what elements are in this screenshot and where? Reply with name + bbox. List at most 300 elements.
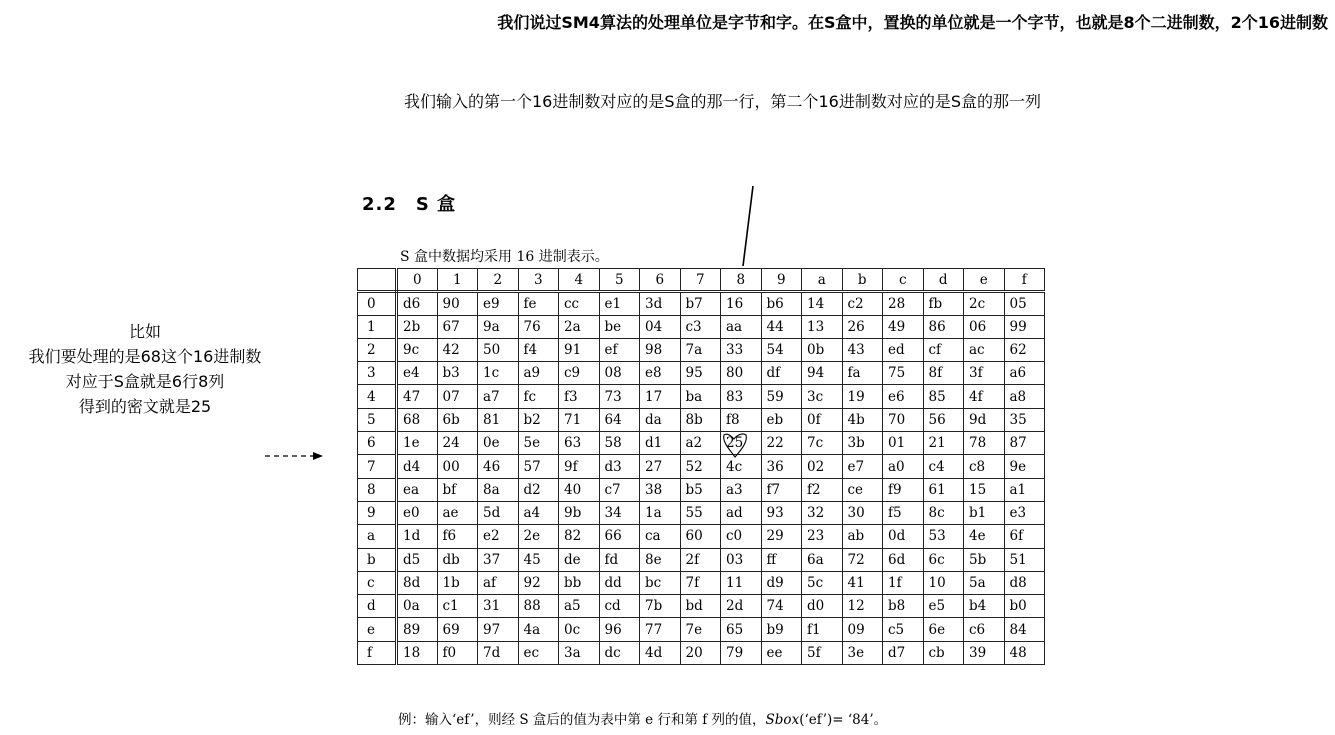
table-cell: f9 [883,478,924,501]
table-cell: d5 [397,548,438,571]
table-cell: b7 [680,292,721,315]
table-cell: 29 [761,525,802,548]
table-row [358,571,1045,594]
table-cell: 40 [559,478,600,501]
table-cell: ae [437,501,478,524]
table-cell: db [437,548,478,571]
table-cell: 63 [559,432,600,455]
table-cell: 04 [640,315,681,338]
table-cell: e4 [397,362,438,385]
table-cell: 1f [883,571,924,594]
table-cell: ac [964,338,1005,361]
column-pointer-line [739,186,759,268]
table-cell: 53 [923,525,964,548]
table-cell: b8 [883,595,924,618]
table-cell: 75 [883,362,924,385]
table-cell: 0c [559,618,600,641]
table-cell: 93 [761,501,802,524]
table-cell: ec [518,641,559,664]
table-cell: 2c [964,292,1005,315]
table-cell: c2 [842,292,883,315]
table-cell: 35 [1004,408,1045,431]
table-cell: 80 [721,362,762,385]
table-cell: 92 [518,571,559,594]
table-cell: a8 [1004,385,1045,408]
table-cell: 5c [802,571,843,594]
table-cell: 54 [761,338,802,361]
row-header: 7 [358,455,397,478]
table-cell: d8 [1004,571,1045,594]
table-cell: 5e [518,432,559,455]
table-cell: fc [518,385,559,408]
table-cell: 6c [923,548,964,571]
table-cell: 43 [842,338,883,361]
table-row [358,525,1045,548]
table-cell: f2 [802,478,843,501]
table-cell: 71 [559,408,600,431]
table-cell: 0a [397,595,438,618]
table-cell: 61 [923,478,964,501]
table-cell: b4 [964,595,1005,618]
sbox-table [357,268,1045,665]
column-header: 5 [599,269,640,292]
table-cell: 2b [397,315,438,338]
table-cell: a4 [518,501,559,524]
table-cell: f4 [518,338,559,361]
table-cell: b5 [680,478,721,501]
table-cell: 5f [802,641,843,664]
table-cell: 7e [680,618,721,641]
table-cell: 76 [518,315,559,338]
table-cell: eb [761,408,802,431]
table-cell: 48 [1004,641,1045,664]
table-cell: e9 [478,292,519,315]
table-cell: c9 [559,362,600,385]
table-cell: a0 [883,455,924,478]
table-cell: c0 [721,525,762,548]
table-cell: 19 [842,385,883,408]
table-cell: 60 [680,525,721,548]
table-cell: ed [883,338,924,361]
table-cell: 20 [680,641,721,664]
table-cell: 4a [518,618,559,641]
table-cell: cd [599,595,640,618]
table-cell: 30 [842,501,883,524]
table-cell: 9c [397,338,438,361]
table-cell: aa [721,315,762,338]
corner-cell [358,269,397,292]
table-cell: 9a [478,315,519,338]
table-cell: 86 [923,315,964,338]
table-cell: b2 [518,408,559,431]
table-cell: 83 [721,385,762,408]
table-cell: 4c [721,455,762,478]
table-cell: 17 [640,385,681,408]
table-cell: 22 [761,432,802,455]
table-cell: 02 [802,455,843,478]
table-cell: 4f [964,385,1005,408]
table-cell: bf [437,478,478,501]
table-cell: 52 [680,455,721,478]
table-cell: c4 [923,455,964,478]
table-row [358,432,1045,455]
table-cell: f0 [437,641,478,664]
table-cell: a5 [559,595,600,618]
table-cell: ca [640,525,681,548]
table-cell: 9d [964,408,1005,431]
table-cell: e5 [923,595,964,618]
table-cell: d6 [397,292,438,315]
table-cell: 87 [1004,432,1045,455]
table-cell: 3c [802,385,843,408]
row-header: 1 [358,315,397,338]
note-line-2: 我们输入的第一个16进制数对应的是S盒的那一行，第二个16进制数对应的是S盒的那一列 [403,92,1042,111]
table-cell: 78 [964,432,1005,455]
table-cell: e3 [1004,501,1045,524]
table-cell: be [599,315,640,338]
table-cell: 3f [964,362,1005,385]
table-cell: b9 [761,618,802,641]
table-cell: af [478,571,519,594]
column-header: 4 [559,269,600,292]
table-cell: a1 [1004,478,1045,501]
row-header: 2 [358,338,397,361]
table-cell: 18 [397,641,438,664]
table-cell: 13 [802,315,843,338]
table-cell: da [640,408,681,431]
table-cell: 32 [802,501,843,524]
example-text [398,708,887,728]
table-cell: 5a [964,571,1005,594]
table-cell: 0d [883,525,924,548]
row-header: a [358,525,397,548]
table-cell: 8f [923,362,964,385]
table-cell: 74 [761,595,802,618]
table-cell: 91 [559,338,600,361]
table-cell: 70 [883,408,924,431]
table-cell: 7c [802,432,843,455]
table-cell: 42 [437,338,478,361]
table-cell: f6 [437,525,478,548]
table-cell: f8 [721,408,762,431]
table-cell: 2d [721,595,762,618]
table-cell: c6 [964,618,1005,641]
table-cell: 39 [964,641,1005,664]
column-header: a [802,269,843,292]
table-row [358,618,1045,641]
table-cell: e8 [640,362,681,385]
table-cell: 1b [437,571,478,594]
side-note-line: 对应于S盒就是6行8列 [65,372,225,391]
table-cell: cb [923,641,964,664]
table-cell: 34 [599,501,640,524]
table-cell: d2 [518,478,559,501]
table-cell: 0b [802,338,843,361]
column-header: 2 [478,269,519,292]
table-cell: b3 [437,362,478,385]
table-cell: 65 [721,618,762,641]
table-cell: e1 [599,292,640,315]
table-cell: 01 [883,432,924,455]
table-cell: 16 [721,292,762,315]
column-header: f [1004,269,1045,292]
row-header: b [358,548,397,571]
table-cell: 24 [437,432,478,455]
table-cell: 57 [518,455,559,478]
table-cell: e0 [397,501,438,524]
table-cell: 94 [802,362,843,385]
column-header: c [883,269,924,292]
table-cell: 97 [478,618,519,641]
table-cell: 64 [599,408,640,431]
table-cell: a7 [478,385,519,408]
table-cell: 6b [437,408,478,431]
table-cell: 15 [964,478,1005,501]
table-cell: 77 [640,618,681,641]
table-cell: fd [599,548,640,571]
table-cell: cc [559,292,600,315]
row-header: 3 [358,362,397,385]
table-cell: e6 [883,385,924,408]
table-cell: 3d [640,292,681,315]
table-cell: 1a [640,501,681,524]
table-cell: de [559,548,600,571]
row-header: 0 [358,292,397,315]
table-cell: f3 [559,385,600,408]
note-line-1: 我们说过SM4算法的处理单位是字节和字。在S盒中，置换的单位就是一个字节，也就是8个二进制数，2个16进制数 [497,13,1328,32]
table-cell: fb [923,292,964,315]
table-cell: 88 [518,595,559,618]
table-cell: e7 [842,455,883,478]
table-cell: 51 [1004,548,1045,571]
table-cell: 59 [761,385,802,408]
table-row [358,338,1045,361]
table-cell: 28 [883,292,924,315]
table-cell: b6 [761,292,802,315]
table-cell: 47 [397,385,438,408]
table-cell: 3a [559,641,600,664]
table-cell: d9 [761,571,802,594]
table-cell: 6e [923,618,964,641]
table-cell: 82 [559,525,600,548]
column-header: d [923,269,964,292]
row-header: e [358,618,397,641]
table-cell: 67 [437,315,478,338]
column-header: 7 [680,269,721,292]
table-cell: ab [842,525,883,548]
side-note-line: 比如 [128,322,161,341]
table-cell: 46 [478,455,519,478]
table-cell: 9b [559,501,600,524]
table-cell: bc [640,571,681,594]
table-row [358,385,1045,408]
table-cell: 21 [923,432,964,455]
table-cell: fa [842,362,883,385]
table-cell: d7 [883,641,924,664]
table-cell: 85 [923,385,964,408]
table-cell: 1c [478,362,519,385]
table-cell: 95 [680,362,721,385]
table-row [358,548,1045,571]
table-cell: 31 [478,595,519,618]
heart-circle-icon [721,430,749,460]
table-cell: d0 [802,595,843,618]
table-caption: S 盒中数据均采用 16 进制表示。 [400,249,609,265]
table-row [358,362,1045,385]
table-cell: 3e [842,641,883,664]
table-cell: 99 [1004,315,1045,338]
highlighted-cell [721,432,762,455]
table-cell: bd [680,595,721,618]
table-row [358,455,1045,478]
table-cell: 6a [802,548,843,571]
table-cell: 7d [478,641,519,664]
column-header: 3 [518,269,559,292]
table-cell: ee [761,641,802,664]
table-cell: 66 [599,525,640,548]
table-cell: ba [680,385,721,408]
table-row [358,408,1045,431]
table-cell: c7 [599,478,640,501]
example-suffix: (‘ef’)= ‘84’。 [799,712,888,728]
table-cell: cf [923,338,964,361]
table-cell: 44 [761,315,802,338]
table-cell: 68 [397,408,438,431]
row-header: 4 [358,385,397,408]
table-cell: 90 [437,292,478,315]
table-cell: 81 [478,408,519,431]
table-cell: 08 [599,362,640,385]
table-cell: 07 [437,385,478,408]
table-cell: 49 [883,315,924,338]
table-cell: 56 [923,408,964,431]
table-row [358,315,1045,338]
table-cell: 37 [478,548,519,571]
table-cell: 41 [842,571,883,594]
cell-value: 25 [726,435,744,452]
example-func: Sbox [765,712,800,728]
table-cell: 2a [559,315,600,338]
table-cell: dc [599,641,640,664]
table-cell: 7f [680,571,721,594]
table-cell: 96 [599,618,640,641]
table-cell: a9 [518,362,559,385]
table-cell: 1e [397,432,438,455]
table-cell: 09 [842,618,883,641]
table-cell: d1 [640,432,681,455]
table-cell: 2e [518,525,559,548]
row-header: c [358,571,397,594]
table-cell: 62 [1004,338,1045,361]
table-cell: 50 [478,338,519,361]
row-header: d [358,595,397,618]
table-cell: 9f [559,455,600,478]
table-cell: 6f [1004,525,1045,548]
table-cell: ef [599,338,640,361]
table-cell: ce [842,478,883,501]
row-header: 6 [358,432,397,455]
table-cell: 7b [640,595,681,618]
table-cell: 5d [478,501,519,524]
table-cell: d3 [599,455,640,478]
table-cell: 45 [518,548,559,571]
table-cell: 4d [640,641,681,664]
row-header: f [358,641,397,664]
table-cell: 03 [721,548,762,571]
table-row [358,292,1045,315]
table-cell: 6d [883,548,924,571]
table-cell: b0 [1004,595,1045,618]
table-cell: 8c [923,501,964,524]
table-cell: 79 [721,641,762,664]
column-header: b [842,269,883,292]
row-header: 8 [358,478,397,501]
column-header: 0 [397,269,438,292]
table-cell: 38 [640,478,681,501]
table-cell: 23 [802,525,843,548]
table-cell: a2 [680,432,721,455]
table-cell: 9e [1004,455,1045,478]
table-cell: 1d [397,525,438,548]
column-header: e [964,269,1005,292]
column-header: 8 [721,269,762,292]
table-cell: 06 [964,315,1005,338]
table-row [358,641,1045,664]
table-cell: ff [761,548,802,571]
table-cell: f7 [761,478,802,501]
table-cell: a6 [1004,362,1045,385]
table-cell: 4e [964,525,1005,548]
table-cell: dd [599,571,640,594]
side-note [0,319,290,419]
table-cell: 69 [437,618,478,641]
side-note-line: 得到的密文就是25 [78,397,212,416]
table-cell: a3 [721,478,762,501]
section-heading: 2.2 S 盒 [362,194,457,215]
table-cell: 26 [842,315,883,338]
table-cell: 55 [680,501,721,524]
row-arrow-icon [265,449,325,463]
table-cell: 12 [842,595,883,618]
table-cell: 05 [1004,292,1045,315]
table-cell: f5 [883,501,924,524]
table-cell: 00 [437,455,478,478]
table-cell: ea [397,478,438,501]
table-row [358,595,1045,618]
table-cell: 98 [640,338,681,361]
column-header: 9 [761,269,802,292]
table-cell: 4b [842,408,883,431]
table-cell: ad [721,501,762,524]
table-cell: c3 [680,315,721,338]
table-cell: c1 [437,595,478,618]
table-cell: 8d [397,571,438,594]
table-cell: 5b [964,548,1005,571]
table-cell: c8 [964,455,1005,478]
side-note-line: 我们要处理的是68这个16进制数 [28,347,262,366]
table-cell: 8e [640,548,681,571]
table-cell: 73 [599,385,640,408]
table-cell: 8b [680,408,721,431]
table-cell: 58 [599,432,640,455]
table-cell: df [761,362,802,385]
table-cell: e2 [478,525,519,548]
table-cell: 33 [721,338,762,361]
table-cell: 84 [1004,618,1045,641]
table-cell: 7a [680,338,721,361]
table-cell: d4 [397,455,438,478]
example-prefix: 例：输入‘ef’，则经 S 盒后的值为表中第 e 行和第 f 列的值， [398,712,766,728]
